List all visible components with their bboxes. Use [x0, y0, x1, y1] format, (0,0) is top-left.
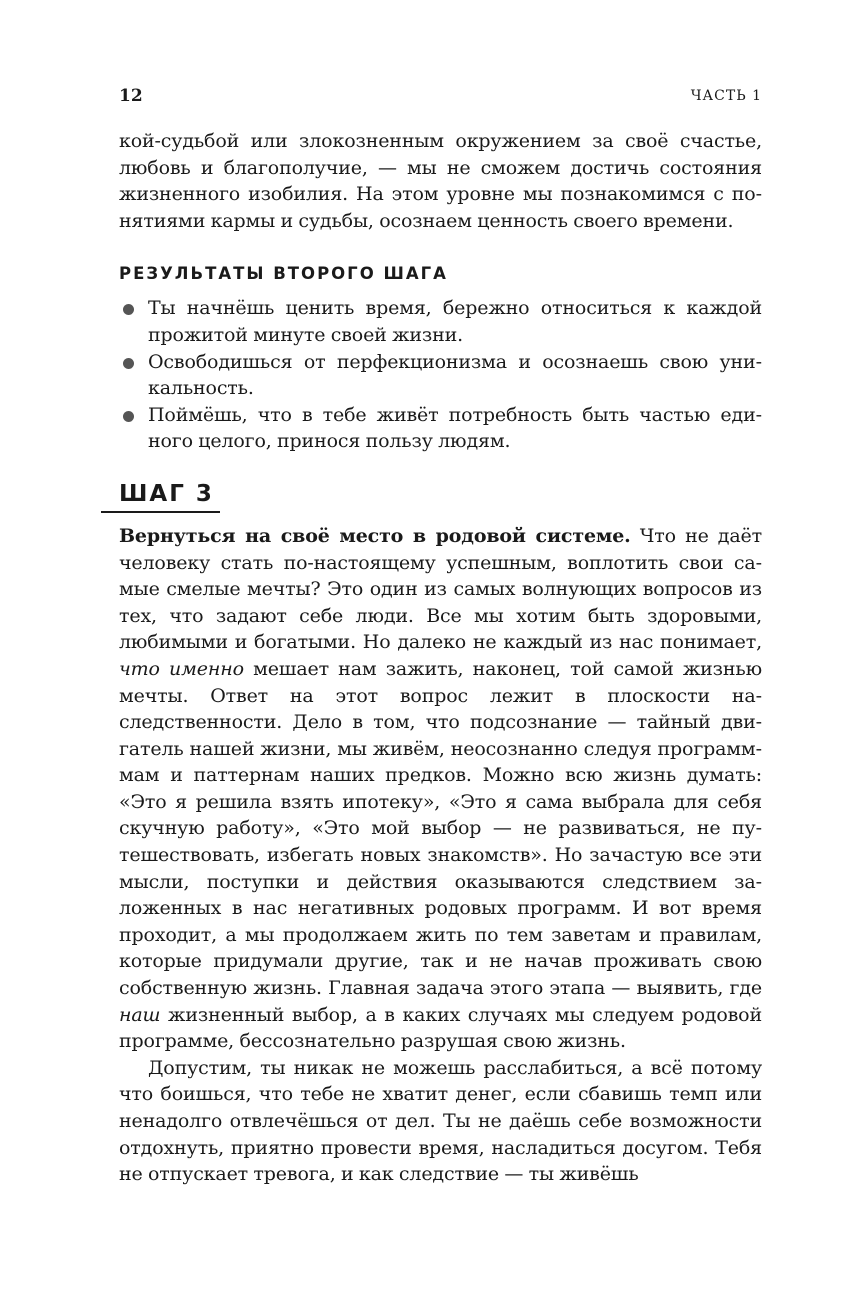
bullet-icon	[123, 411, 134, 422]
intro-paragraph: кой-судьбой или злокозненным окружением за своё счастье, любовь и благополучие, — мы не сможем достичь состояния жизненного изобилия. На этом уровне мы познакомимся с понятиями кармы и судьбы, осознаем ценность своего времени.	[119, 130, 762, 232]
bullet-icon	[123, 358, 134, 369]
step-heading-underline	[101, 481, 220, 513]
page-body	[119, 128, 762, 1188]
paragraph-text: жизненный выбор, а в каких случаях мы следуем родовой программе, бессознательно разрушая свою жизнь.	[119, 1003, 762, 1053]
list-item	[119, 349, 762, 402]
paragraph-text: мешает нам зажить, наконец, той самой жизнью мечты. Ответ на этот вопрос лежит в плоскости наследственности. Дело в том, что подсознание — тайный двигатель нашей жизни, мы живём, неосознанно следуя программмам и паттернам наших предков. Можно всю жизнь думать: «Это я решила взять ипотеку», «Это я сама выбрала для себя скучную работу», «Это мой выбор — не развиваться, не путешествовать, избегать новых знакомств». Но зачастую все эти мысли, поступки и действия оказываются следствием заложенных в нас негативных родовых программ. И вот время проходит, а мы продолжаем жить по тем заветам и правилам, которые придумали другие, так и не начав проживать свою собственную жизнь. Главная задача этого этапа — выявить, где	[119, 657, 762, 1000]
step-heading: ШАГ 3	[119, 480, 214, 507]
list-item	[119, 402, 762, 455]
step3-paragraph-1	[119, 523, 762, 1055]
list-item-text: Ты начнёшь ценить время, бережно относиться к каждой прожитой минуте своей жизни.	[148, 297, 762, 346]
step3-paragraph-2: Допустим, ты никак не можешь расслабиться, а всё потому что боишься, что тебе не хватит денег, если сбавишь темп или ненадолго отвлечёшься от дел. Ты не даёшь себе возможности отдохнуть, приятно провести время, насладиться досугом. Тебя не отпускает тревога, и как следствие — ты живёшь	[119, 1056, 762, 1186]
italic-emphasis: что именно	[119, 657, 244, 680]
page-number: 12	[119, 86, 143, 106]
running-head: ЧАСТЬ 1	[690, 88, 762, 104]
results-list	[119, 295, 762, 455]
bullet-icon	[123, 304, 134, 315]
lead-bold-text: Вернуться на своё место в родовой системе.	[119, 524, 631, 547]
italic-emphasis: наш	[119, 1003, 161, 1026]
list-item	[119, 295, 762, 348]
paragraph-text: Что не даёт человеку стать по-настоящему успешным, воплотить свои самые смелые мечты? Это один из самых волнующих вопросов из тех, что задают себе люди. Все мы хотим быть здоровыми, любимыми и богатыми. Но далеко не каждый из нас понимает,	[119, 524, 762, 654]
results-heading: РЕЗУЛЬТАТЫ ВТОРОГО ШАГА	[119, 264, 448, 284]
list-item-text: Освободишься от перфекционизма и осознаешь свою уникальность.	[148, 350, 762, 400]
list-item-text: Поймёшь, что в тебе живёт потребность быть частью единого целого, принося пользу людям.	[148, 403, 762, 453]
